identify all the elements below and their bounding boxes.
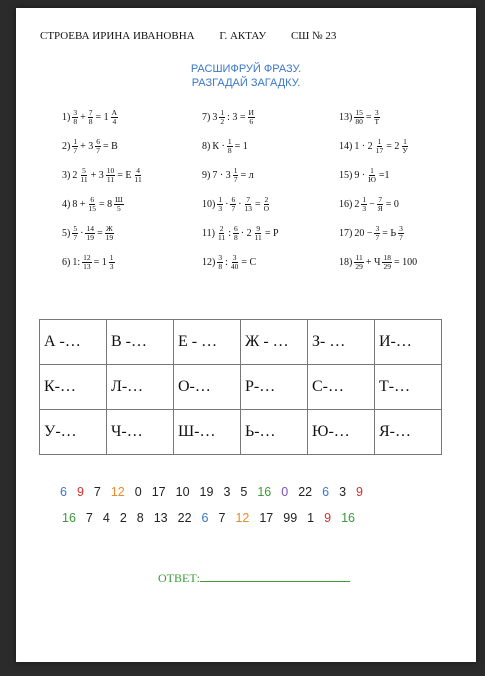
key-table-cell[interactable]: Т-… — [375, 365, 442, 410]
key-table-cell[interactable]: Ш-… — [174, 410, 241, 455]
code-number: 17 — [259, 511, 274, 525]
equation-10: 10) 1 3 · 6 7 · 7 13 = 2 О — [202, 195, 270, 213]
code-number: 1 — [307, 511, 315, 525]
key-table-cell[interactable]: В -… — [107, 320, 174, 365]
code-number: 5 — [240, 485, 248, 499]
key-table-cell[interactable]: Ж - … — [241, 320, 308, 365]
code-number: 0 — [281, 485, 289, 499]
code-number: 9 — [76, 485, 84, 499]
equation-16: 16) 2 1 3 − 7 Я = 0 — [339, 195, 399, 213]
code-number: 7 — [218, 511, 226, 525]
code-number: 7 — [93, 485, 101, 499]
equation-11: 11) 2 11 : 6 8 · 2 9 11 = Р — [202, 224, 279, 242]
code-number: 16 — [62, 511, 76, 525]
code-number: 3 — [223, 485, 231, 499]
equation-14: 14) 1 · 2 1 17 = 2 1 У — [339, 137, 408, 155]
key-table-cell[interactable]: У-… — [40, 410, 107, 455]
equation-15: 15) 9 · 1 Ю =1 — [339, 166, 390, 184]
code-number: 8 — [136, 511, 144, 525]
key-table-cell[interactable]: А -… — [40, 320, 107, 365]
equation-13: 13) 15 80 = 3 Т — [339, 108, 380, 126]
key-table-cell[interactable]: Р-… — [241, 365, 308, 410]
equation-1: 1) 3 8 + 7 8 = 1 А 4 — [62, 108, 118, 126]
code-number: 19 — [199, 485, 214, 499]
key-table-row — [40, 320, 442, 365]
code-number: 22 — [298, 485, 313, 499]
answer-label: ОТВЕТ: — [158, 571, 200, 585]
answer-field[interactable] — [158, 571, 350, 586]
code-number: 13 — [153, 511, 168, 525]
code-number: 3 — [339, 485, 347, 499]
code-number: 10 — [175, 485, 190, 499]
equation-7: 7) 3 1 2 : 3 = И 6 — [202, 108, 254, 126]
equation-8: 8) К · 1 8 = 1 — [202, 137, 248, 155]
code-number: 12 — [110, 485, 125, 499]
code-number: 9 — [324, 511, 332, 525]
code-number: 17 — [151, 485, 166, 499]
key-table-cell[interactable]: Ч-… — [107, 410, 174, 455]
header — [40, 30, 466, 42]
equation-5: 5) 5 7 · 14 19 = Ж 19 — [62, 224, 114, 242]
key-table-cell[interactable]: С-… — [308, 365, 375, 410]
page-title — [16, 62, 476, 90]
key-table-cell[interactable]: Л-… — [107, 365, 174, 410]
code-row-1 — [60, 485, 373, 499]
answer-line[interactable] — [200, 571, 350, 582]
equation-12: 12) 3 8 : 3 40 = С — [202, 253, 257, 271]
worksheet-page — [16, 8, 476, 662]
title-line-2: РАЗГАДАЙ ЗАГАДКУ. — [191, 77, 301, 89]
code-number: 16 — [341, 511, 355, 525]
key-table-cell[interactable]: О-… — [174, 365, 241, 410]
code-number: 6 — [322, 485, 330, 499]
code-number: 4 — [102, 511, 110, 525]
key-table-row — [40, 365, 442, 410]
code-number: 99 — [283, 511, 298, 525]
key-table-cell[interactable]: З- … — [308, 320, 375, 365]
key-table-row — [40, 410, 442, 455]
key-table-cell[interactable]: Я-… — [375, 410, 442, 455]
author-name: СТРОЕВА ИРИНА ИВАНОВНА — [40, 30, 195, 42]
equation-17: 17) 20 − 3 7 = Ь 3 7 — [339, 224, 403, 242]
code-number: 0 — [134, 485, 142, 499]
title-line-1: РАСШИФРУЙ ФРАЗУ. — [190, 63, 302, 75]
code-number: 22 — [177, 511, 192, 525]
equation-2: 2) 1 7 + 3 6 7 = В — [62, 137, 118, 155]
code-number: 12 — [235, 511, 250, 525]
equation-18: 18) 11 29 + Ч 18 29 = 100 — [339, 253, 418, 271]
city: Г. АКТАУ — [219, 30, 267, 42]
key-table-cell[interactable]: Ь-… — [241, 410, 308, 455]
code-number: 6 — [60, 485, 67, 499]
key-table-cell[interactable]: К-… — [40, 365, 107, 410]
letter-key-table — [39, 319, 442, 455]
equation-6: 6) 1: 12 13 = 1 1 3 — [62, 253, 114, 271]
code-number: 6 — [201, 511, 209, 525]
code-number: 2 — [119, 511, 127, 525]
school: СШ № 23 — [290, 30, 337, 42]
equation-3: 3) 2 5 11 + 3 10 11 = Е 4 11 — [62, 166, 142, 184]
key-table-cell[interactable]: Е - … — [174, 320, 241, 365]
equation-9: 9) 7 · 3 1 7 = л — [202, 166, 254, 184]
key-table-cell[interactable]: Ю-… — [308, 410, 375, 455]
key-table-cell[interactable]: И-… — [375, 320, 442, 365]
code-number: 9 — [356, 485, 363, 499]
code-number: 7 — [85, 511, 93, 525]
code-row-2 — [62, 511, 365, 525]
equation-4: 4) 8 + 6 15 = 8 Ш 5 — [62, 195, 123, 213]
code-number: 16 — [257, 485, 272, 499]
